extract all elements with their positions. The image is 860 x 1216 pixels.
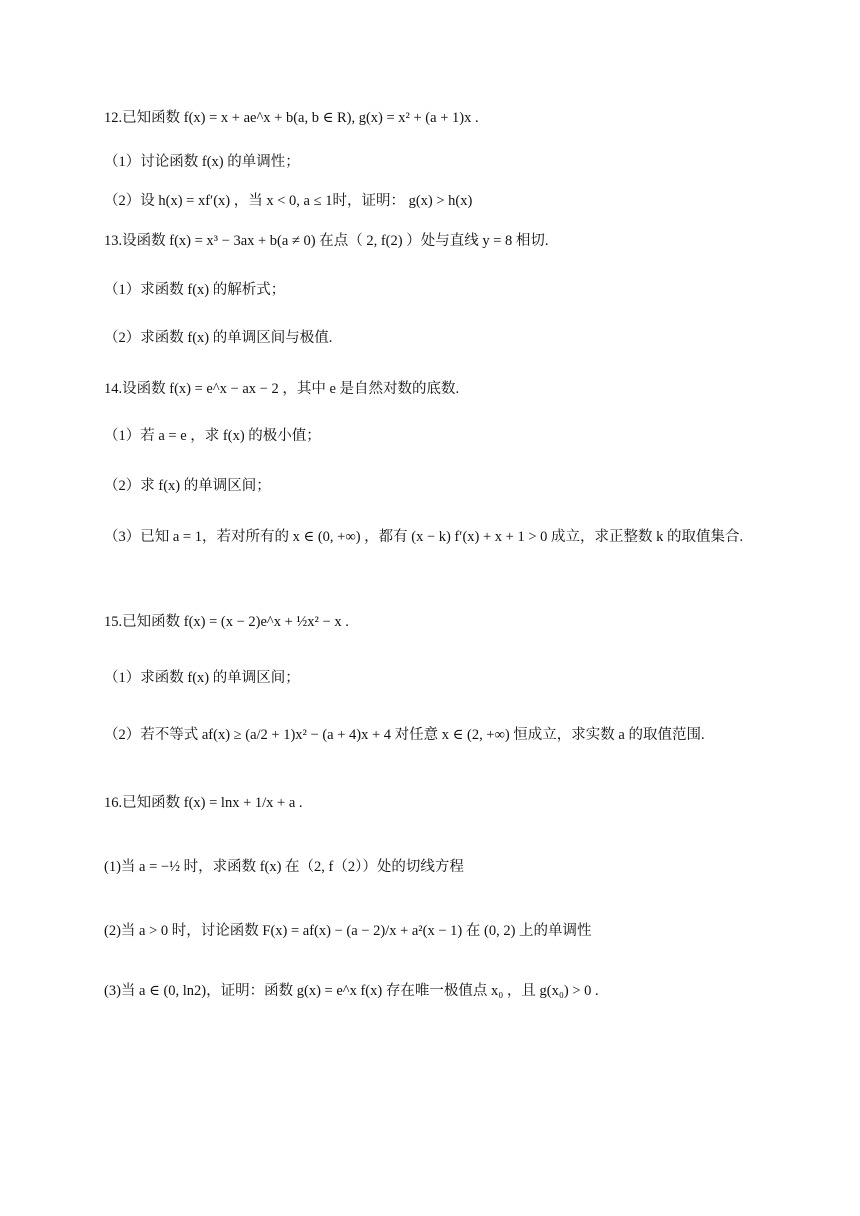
problem-13-stem: 13.设函数 f(x) = x³ − 3ax + b(a ≠ 0) 在点（ 2, f(2) ）处与直线 y = 8 相切. — [104, 233, 549, 249]
problem-14-part-2: （2）求 f(x) 的单调区间； — [104, 478, 271, 494]
problem-14-stem: 14.设函数 f(x) = e^x − ax − 2 ，其中 e 是自然对数的底数. — [104, 381, 460, 397]
problem-16-part-2: (2)当 a > 0 时，讨论函数 F(x) = af(x) − (a − 2)/x + a²(x − 1) 在 (0, 2) 上的单调性 — [104, 923, 592, 939]
problem-12-part-1: （1）讨论函数 f(x) 的单调性； — [104, 154, 300, 170]
problem-13-part-1: （1）求函数 f(x) 的解析式； — [104, 282, 286, 298]
problem-14-part-1: （1）若 a = e ，求 f(x) 的极小值； — [104, 428, 321, 444]
problem-16-stem: 16.已知函数 f(x) = lnx + 1/x + a . — [104, 795, 303, 811]
problem-15-part-2: （2）若不等式 af(x) ≥ (a/2 + 1)x² − (a + 4)x + 4 对任意 x ∈ (2, +∞) 恒成立，求实数 a 的取值范围. — [104, 727, 705, 743]
problem-16-part-3: (3)当 a ∈ (0, ln2)，证明：函数 g(x) = e^x f(x) 存在唯一极值点 x₀ ，且 g(x₀) > 0 . — [104, 983, 599, 999]
problem-13-part-2: （2）求函数 f(x) 的单调区间与极值. — [104, 330, 333, 346]
problem-15-part-1: （1）求函数 f(x) 的单调区间； — [104, 670, 300, 686]
problem-15-stem: 15.已知函数 f(x) = (x − 2)e^x + ½x² − x . — [104, 614, 349, 630]
problem-12-stem: 12.已知函数 f(x) = x + ae^x + b(a, b ∈ R), g(x) = x² + (a + 1)x . — [104, 110, 479, 126]
problem-12-part-2: （2）设 h(x) = xf′(x) ，当 x < 0, a ≤ 1时，证明： g(x) > h(x) — [104, 193, 473, 209]
problem-14-part-3: （3）已知 a = 1，若对所有的 x ∈ (0, +∞) ，都有 (x − k) f′(x) + x + 1 > 0 成立，求正整数 k 的取值集合. — [104, 529, 744, 545]
problem-16-part-1: (1)当 a = −½ 时，求函数 f(x) 在（2, f（2））处的切线方程 — [104, 859, 464, 875]
